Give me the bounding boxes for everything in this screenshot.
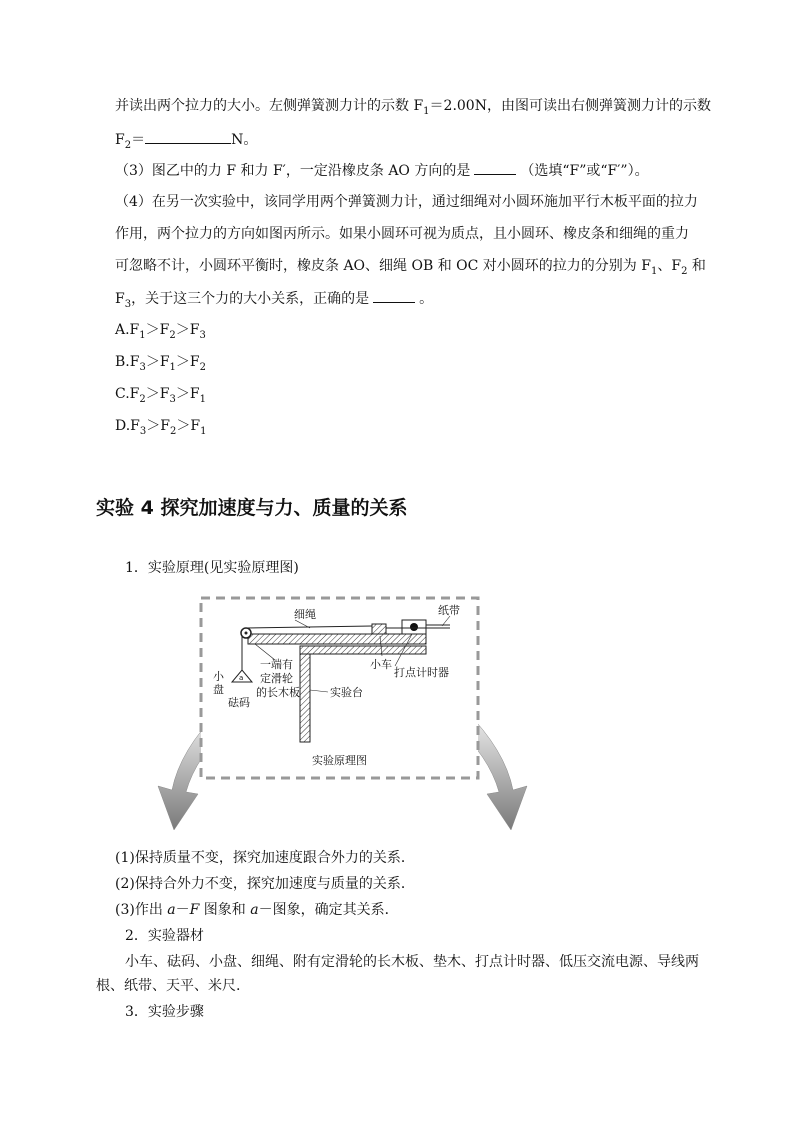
subscript: 3 — [199, 329, 206, 341]
pan-mark: a — [239, 674, 244, 682]
subscript: 1 — [200, 425, 207, 437]
subscript: 1 — [423, 105, 430, 117]
answer-blank-q4[interactable] — [373, 288, 415, 303]
label-pan-2: 盘 — [213, 683, 224, 696]
item-text: (3)作出 — [115, 902, 168, 918]
section-title: 实验 4 探究加速度与力、质量的关系 — [96, 497, 408, 519]
subscript: 3 — [139, 425, 147, 437]
pulley-axle — [245, 632, 248, 635]
label-board-2: 定滑轮 — [260, 672, 293, 685]
label-board-3: 的长木板 — [256, 686, 300, 699]
answer-blank-f2[interactable] — [145, 129, 231, 144]
q4-line-4 — [115, 288, 433, 309]
option-text: ＞F — [175, 354, 200, 370]
subscript: 2 — [139, 393, 146, 405]
label-cart: 小车 — [370, 658, 392, 671]
equipment-line-2: 根、纸带、天平、米尺. — [96, 978, 241, 994]
q4-line-3 — [115, 256, 706, 276]
q4-text: 、F — [657, 258, 682, 274]
option-d[interactable] — [115, 416, 206, 436]
subscript: 1 — [650, 265, 658, 277]
q2-f: F — [115, 132, 125, 148]
option-text: A.F — [115, 322, 140, 338]
q4-text: ，关于这三个力的大小关系，正确的是 — [131, 291, 370, 307]
cart — [372, 624, 386, 634]
q3-line — [115, 160, 649, 181]
option-text: ＞F — [175, 322, 200, 338]
label-timer: 打点计时器 — [394, 666, 449, 679]
diagram-caption: 实验原理图 — [312, 754, 367, 767]
q4-line-2: 作用，两个拉力的方向如图丙所示。如果小圆环可视为质点，且小圆环、橡皮条和细绳的重力 — [115, 226, 689, 242]
subscript: 1 — [139, 329, 146, 341]
q2-text-b: ＝2.00N，由图可读出右侧弹簧测力计的示数 — [429, 98, 711, 114]
option-text: ＞F — [145, 354, 170, 370]
q4-line-1: （4）在另一次实验中，该同学用两个弹簧测力计，通过细绳对小圆环施加平行木板平面的拉力 — [115, 194, 698, 210]
q3-text-a: （3）图乙中的力 F 和力 F′，一定沿橡皮条 AO 方向的是 — [115, 163, 471, 179]
option-b[interactable] — [115, 352, 206, 372]
q4-text: 可忽略不计，小圆环平衡时，橡皮条 AO、细绳 OB 和 OC 对小圆环的拉力的分别为 F — [115, 258, 651, 274]
subscript: 1 — [199, 393, 206, 405]
equipment-heading: 2．实验器材 — [125, 928, 204, 944]
subscript: 3 — [169, 393, 176, 405]
option-text: D.F — [115, 418, 140, 434]
q4-text: 和 — [687, 258, 706, 274]
label-weight: 砝码 — [228, 696, 250, 709]
lab-table-leg — [300, 654, 310, 742]
option-text: ＞F — [145, 322, 170, 338]
label-lab-table: 实验台 — [330, 686, 363, 699]
var-a: a — [167, 902, 176, 918]
subscript: 3 — [124, 298, 132, 310]
q2-line-2 — [115, 129, 257, 150]
option-c[interactable] — [115, 384, 206, 404]
item-text: 图象和 — [199, 902, 251, 918]
option-a[interactable] — [115, 320, 206, 340]
subscript: 3 — [139, 361, 146, 373]
q2-text-a: 并读出两个拉力的大小。左侧弹簧测力计的示数 F — [115, 98, 424, 114]
option-text: B.F — [115, 354, 140, 370]
option-text: ＞F — [146, 418, 170, 434]
subscript: 2 — [681, 265, 688, 277]
principle-item-3 — [115, 900, 399, 920]
q4-text: F — [115, 291, 125, 307]
q3-text-b: （选填“F”或“F′”）。 — [520, 163, 649, 179]
option-text: ＞F — [175, 386, 200, 402]
label-rope: 细绳 — [294, 608, 316, 621]
answer-blank-q3[interactable] — [474, 160, 516, 175]
subscript: 1 — [169, 361, 176, 373]
long-board — [248, 634, 426, 644]
item-text: －图象，确定其关系． — [258, 902, 399, 918]
principle-item-1: (1)保持质量不变，探究加速度跟合外力的关系． — [115, 850, 415, 866]
option-text: ＞F — [176, 418, 201, 434]
item-text: － — [175, 902, 190, 918]
var-a: a — [250, 902, 259, 918]
principle-heading: 1．实验原理(见实验原理图) — [125, 560, 299, 576]
q2-unit: N。 — [231, 132, 258, 148]
experiment-diagram — [150, 590, 535, 830]
subscript: 2 — [199, 361, 207, 373]
label-board-1: 一端有 — [260, 658, 293, 671]
label-pan-1: 小 — [213, 670, 224, 683]
option-text: ＞F — [145, 386, 170, 402]
q4-text: 。 — [419, 291, 434, 307]
principle-item-2: (2)保持合外力不变，探究加速度与质量的关系． — [115, 876, 415, 892]
subscript: 2 — [169, 425, 177, 437]
option-text: C.F — [115, 386, 140, 402]
var-f: F — [189, 902, 200, 918]
subscript: 2 — [169, 329, 176, 341]
q2-line-1 — [115, 96, 711, 116]
q2-equals: ＝ — [131, 132, 146, 148]
label-paper-tape: 纸带 — [438, 604, 460, 617]
equipment-line-1: 小车、砝码、小盘、细绳、附有定滑轮的长木板、垫木、打点计时器、低压交流电源、导线两 — [125, 954, 699, 970]
timer-dot — [410, 623, 418, 631]
lab-table-top — [300, 646, 426, 654]
steps-heading: 3．实验步骤 — [125, 1004, 204, 1020]
subscript: 2 — [124, 139, 132, 151]
